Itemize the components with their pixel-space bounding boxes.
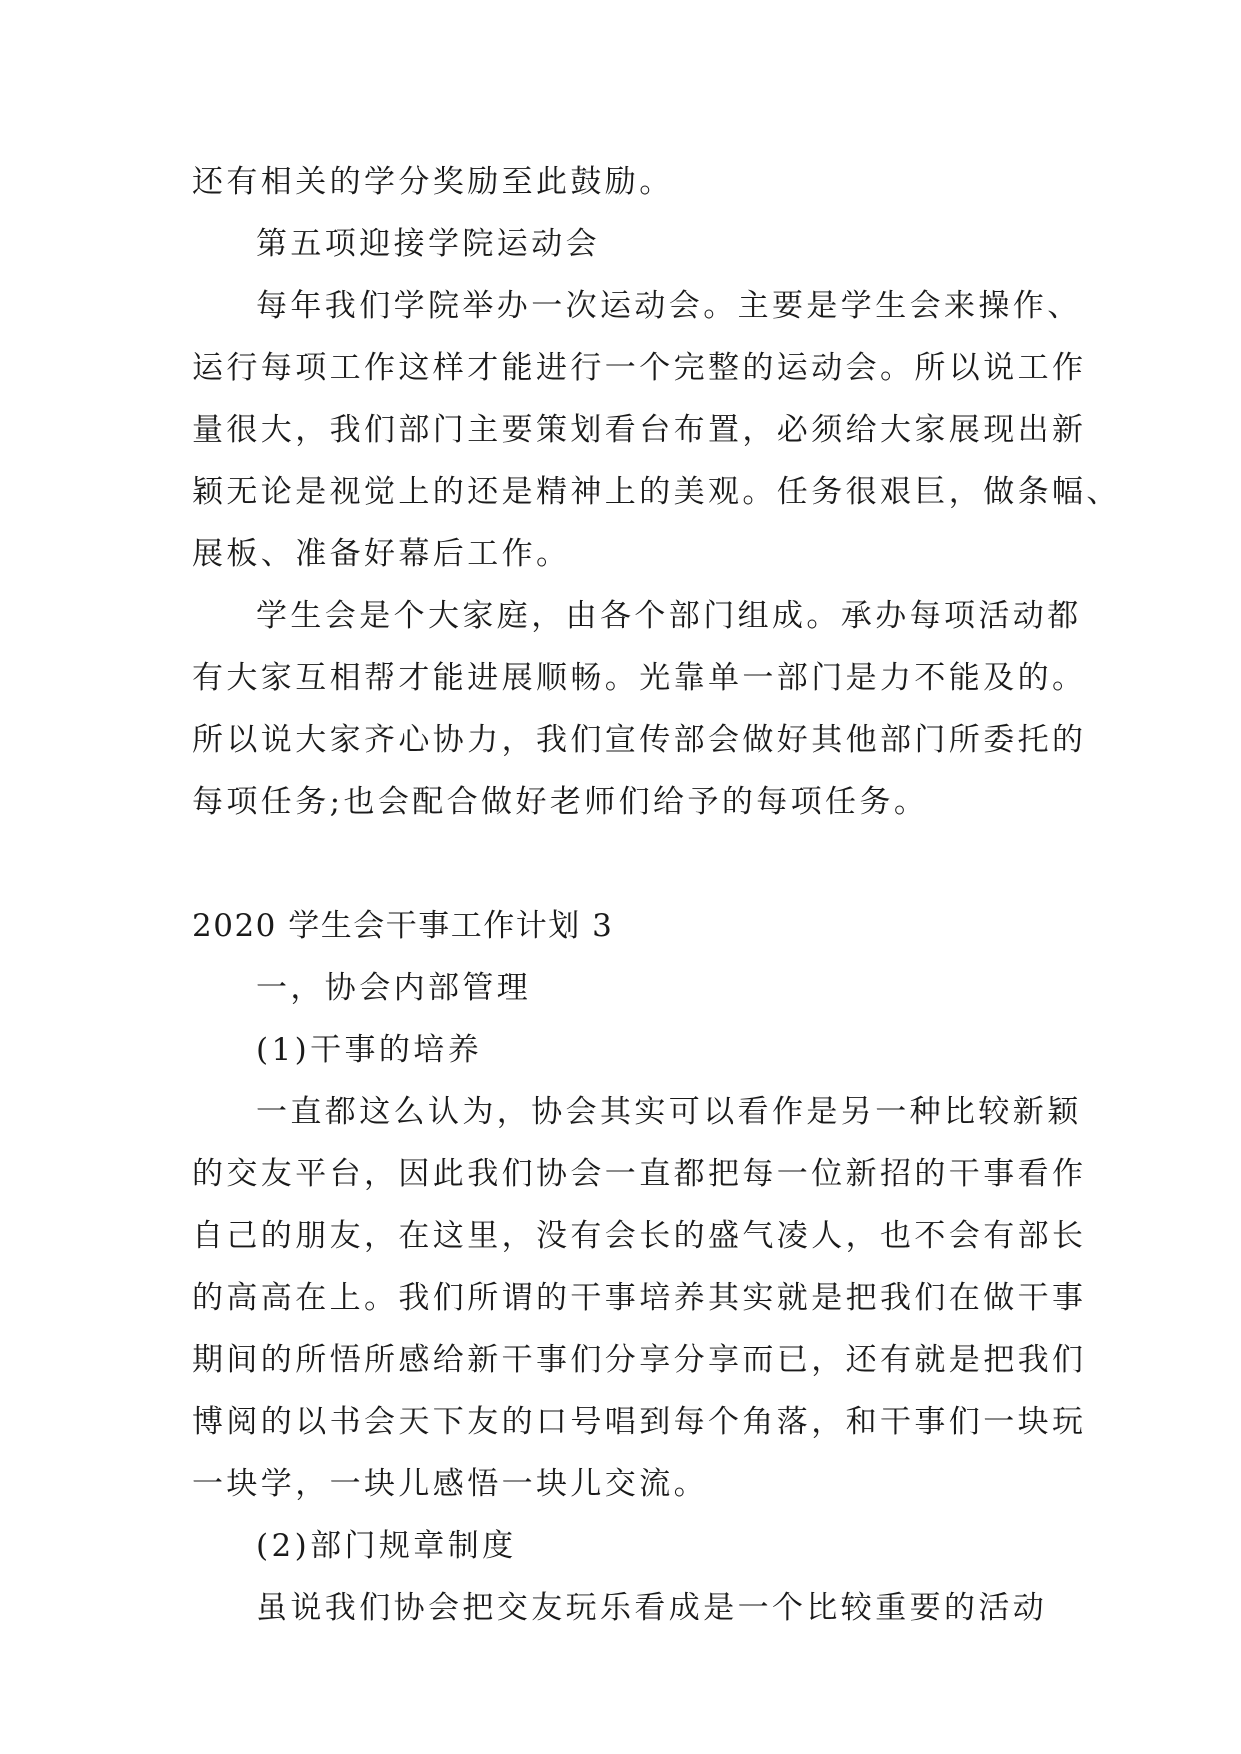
text-line: 一直都这么认为，协会其实可以看作是另一种比较新颖 bbox=[256, 1094, 1082, 1130]
section-title-sports-meet: 第五项迎接学院运动会 bbox=[256, 226, 600, 262]
text-line: 博阅的以书会天下友的口号唱到每个角落，和干事们一块玩 bbox=[192, 1404, 1087, 1440]
text-line: 有大家互相帮才能进展顺畅。光靠单一部门是力不能及的。 bbox=[192, 660, 1087, 696]
section-title-internal-management: 一，协会内部管理 bbox=[256, 970, 532, 1006]
text-line: 一块学，一块儿感悟一块儿交流。 bbox=[192, 1466, 708, 1502]
text-line: 虽说我们协会把交友玩乐看成是一个比较重要的活动 bbox=[256, 1590, 1048, 1626]
subsection-title-rules: (2)部门规章制度 bbox=[256, 1528, 517, 1564]
text-line: 自己的朋友，在这里，没有会长的盛气凌人，也不会有部长 bbox=[192, 1218, 1087, 1254]
text-line: 所以说大家齐心协力，我们宣传部会做好其他部门所委托的 bbox=[192, 722, 1087, 758]
text-line: 还有相关的学分奖励至此鼓励。 bbox=[192, 164, 674, 200]
text-line: 学生会是个大家庭，由各个部门组成。承办每项活动都 bbox=[256, 598, 1082, 634]
text-line: 展板、准备好幕后工作。 bbox=[192, 536, 571, 572]
text-line: 期间的所悟所感给新干事们分享分享而已，还有就是把我们 bbox=[192, 1342, 1087, 1378]
text-line: 量很大，我们部门主要策划看台布置，必须给大家展现出新 bbox=[192, 412, 1087, 448]
text-line: 的高高在上。我们所谓的干事培养其实就是把我们在做干事 bbox=[192, 1280, 1087, 1316]
text-line: 运行每项工作这样才能进行一个完整的运动会。所以说工作 bbox=[192, 350, 1087, 386]
text-line: 每年我们学院举办一次运动会。主要是学生会来操作、 bbox=[256, 288, 1082, 324]
document-heading: 2020 学生会干事工作计划 3 bbox=[192, 908, 614, 944]
text-line: 颖无论是视觉上的还是精神上的美观。任务很艰巨，做条幅、 bbox=[192, 474, 1121, 510]
text-line: 的交友平台，因此我们协会一直都把每一位新招的干事看作 bbox=[192, 1156, 1087, 1192]
subsection-title-training: (1)干事的培养 bbox=[256, 1032, 483, 1068]
text-line: 每项任务;也会配合做好老师们给予的每项任务。 bbox=[192, 784, 929, 820]
document-body bbox=[192, 151, 1121, 1639]
